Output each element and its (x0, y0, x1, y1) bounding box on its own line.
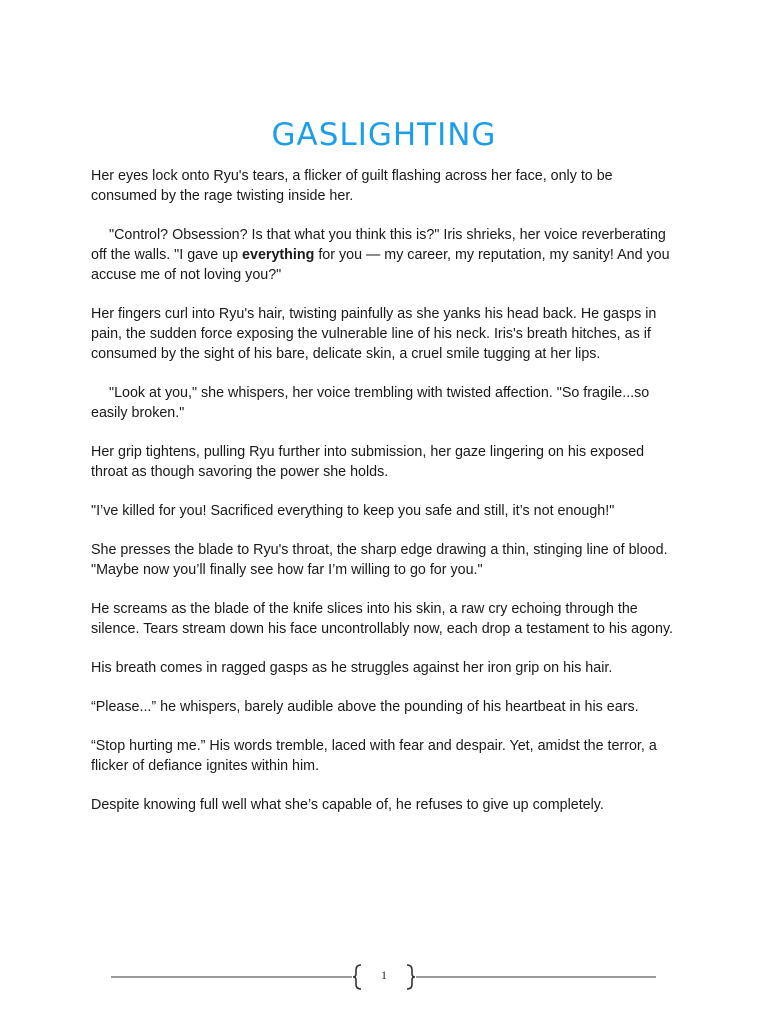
body-text (91, 166, 681, 834)
paragraph-1: Her eyes lock onto Ryu's tears, a flicker of guilt flashing across her face, only to be consumed by the rage twisting inside her. (91, 168, 613, 204)
paragraph-7: She presses the blade to Ryu's throat, the sharp edge drawing a thin, stinging line of blood. "Maybe now you’ll finally see how far I’m willing to go for you." (91, 542, 668, 578)
paragraph-6: "I’ve killed for you! Sacrificed everything to keep you safe and still, it’s not enough!" (91, 503, 615, 519)
page-number: 1 (381, 968, 387, 982)
paragraph-8: He screams as the blade of the knife slices into his skin, a raw cry echoing through the silence. Tears stream down his face uncontrollably now, each drop a testament to his agony. (91, 601, 673, 637)
page-title: GASLIGHTING (271, 116, 497, 153)
paragraph-2-after: for you — my career, my reputation, my sanity! And you accuse me of not loving you?" (91, 247, 670, 283)
paragraph-12: Despite knowing full well what she’s capable of, he refuses to give up completely. (91, 797, 604, 813)
paragraph-2 (91, 225, 681, 285)
paragraph-9: His breath comes in ragged gasps as he struggles against her iron grip on his hair. (91, 660, 613, 676)
footer-left-brace-icon (353, 965, 361, 989)
paragraph-2-before: "Control? Obsession? Is that what you think this is?" Iris shrieks, her voice reverberating off the walls. "I gave up (91, 227, 666, 263)
paragraph-5: Her grip tightens, pulling Ryu further into submission, her gaze lingering on his exposed throat as though savoring the power she holds. (91, 444, 645, 480)
page-footer (0, 960, 768, 994)
paragraph-10: “Please...” he whispers, barely audible above the pounding of his heartbeat in his ears. (91, 699, 639, 715)
paragraph-4: "Look at you," she whispers, her voice trembling with twisted affection. "So fragile...so easily broken." (91, 385, 650, 421)
paragraph-3: Her fingers curl into Ryu's hair, twisting painfully as she yanks his head back. He gasps in pain, the sudden force exposing the vulnerable line of his neck. Iris's breath hitches, as if consumed by the sight of his bare, delicate skin, a cruel smile tugging at her lips. (91, 306, 657, 362)
paragraph-2-bold: everything (242, 247, 315, 263)
footer-right-brace-icon (407, 965, 415, 989)
paragraph-11: “Stop hurting me.” His words tremble, laced with fear and despair. Yet, amidst the terror, a flicker of defiance ignites within him. (91, 738, 657, 774)
